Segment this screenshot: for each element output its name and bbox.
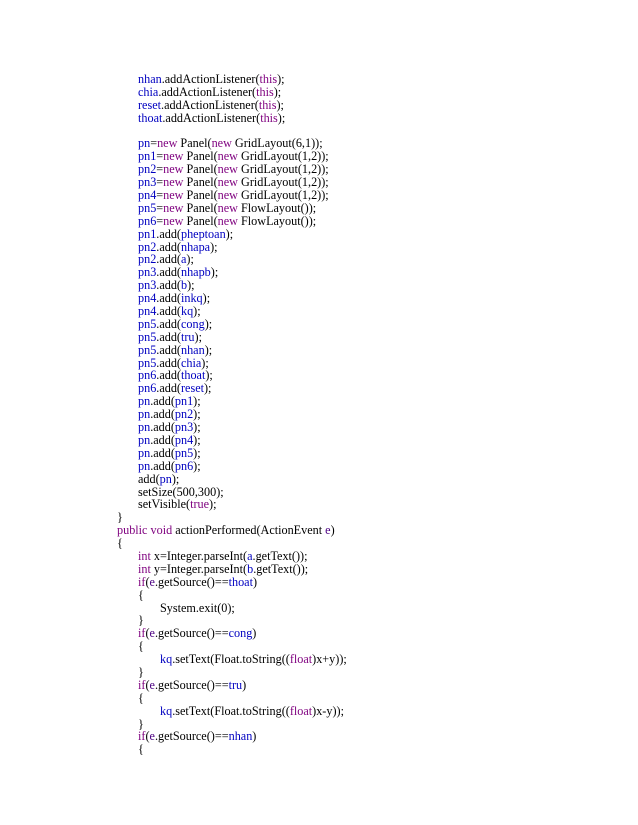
code-token: if — [138, 574, 146, 589]
code-token: .getSource()== — [154, 677, 229, 692]
code-token: ) — [330, 523, 335, 538]
code-token: float — [289, 703, 313, 718]
code-token: setVisible( — [138, 497, 191, 512]
code-token: new — [211, 136, 232, 151]
code-token: pn2 — [138, 252, 157, 267]
code-token: y=Integer.parseInt( — [150, 561, 248, 576]
code-token: )x-y)); — [312, 703, 344, 718]
code-token: System.exit(0); — [160, 600, 235, 615]
code-token: if — [138, 729, 146, 744]
code-token: reset — [180, 381, 204, 396]
code-token: void — [150, 523, 173, 538]
code-token: e — [149, 574, 155, 589]
code-token: ); — [193, 458, 201, 473]
code-line — [0, 395, 638, 408]
code-token: nhan — [138, 72, 162, 86]
code-token: .getSource()== — [154, 626, 229, 641]
code-token: .add( — [150, 432, 175, 447]
code-token: b — [180, 278, 188, 293]
code-token: .add( — [156, 226, 181, 241]
code-token: pheptoan — [180, 226, 226, 241]
code-token: nhan — [228, 729, 253, 744]
code-token: .addActionListener( — [161, 97, 259, 112]
code-token: pn — [138, 136, 151, 151]
code-token: chia — [138, 84, 159, 99]
code-token: new — [157, 136, 178, 151]
code-token: new — [163, 188, 184, 203]
code-line — [0, 382, 638, 395]
code-token: .addActionListener( — [162, 110, 261, 125]
code-line — [0, 447, 638, 460]
code-token: ); — [201, 355, 209, 370]
code-line — [0, 614, 638, 627]
code-token: .addActionListener( — [158, 84, 257, 99]
code-line — [0, 705, 638, 718]
code-token: pn — [138, 407, 151, 422]
code-token: Panel( — [183, 188, 218, 203]
code-token: pn5 — [138, 200, 157, 215]
code-token: Panel( — [183, 175, 218, 190]
code-token: pn3 — [138, 265, 157, 280]
code-line — [0, 408, 638, 421]
code-token: ); — [193, 420, 201, 435]
code-token: ); — [210, 265, 219, 280]
code-line — [0, 563, 638, 576]
code-token: this — [258, 97, 277, 112]
code-token: .add( — [156, 265, 181, 280]
code-token: .getText()); — [253, 561, 309, 576]
code-token: .add( — [156, 252, 181, 267]
code-token: ); — [204, 381, 212, 396]
code-line — [0, 228, 638, 241]
code-token: nhan — [180, 342, 205, 357]
code-token: GridLayout(6,1)); — [231, 136, 323, 151]
code-token: ) — [242, 677, 247, 692]
code-token: ) — [252, 729, 257, 744]
code-token: .add( — [156, 278, 181, 293]
code-token: pn5 — [138, 316, 157, 331]
code-token: = — [156, 200, 164, 215]
code-token: int — [138, 561, 151, 576]
code-token: .add( — [150, 394, 175, 409]
code-token: e — [149, 626, 155, 641]
code-token: float — [289, 652, 313, 667]
code-token: pn4 — [138, 304, 157, 319]
code-token: .add( — [156, 291, 181, 306]
code-token: .add( — [150, 445, 175, 460]
code-line — [0, 653, 638, 666]
code-token: ); — [202, 291, 211, 306]
code-token: .add( — [156, 239, 181, 254]
code-line — [0, 266, 638, 279]
code-token: ); — [273, 84, 282, 99]
code-token: ); — [171, 471, 180, 486]
code-line — [0, 99, 638, 112]
code-token: if — [138, 677, 146, 692]
code-token: .add( — [156, 316, 181, 331]
code-token: ); — [210, 239, 218, 254]
code-token: = — [156, 149, 164, 164]
code-token: pn5 — [138, 329, 157, 344]
code-line — [0, 331, 638, 344]
code-token: .add( — [150, 458, 175, 473]
code-token: pn5 — [138, 342, 157, 357]
code-token: { — [138, 742, 144, 757]
code-token: setSize(500,300); — [138, 484, 224, 499]
code-token: ) — [252, 574, 258, 589]
code-line — [0, 666, 638, 679]
code-token: FlowLayout()); — [237, 200, 317, 215]
code-token: e — [149, 677, 155, 692]
code-token: new — [217, 188, 238, 203]
code-line — [0, 189, 638, 202]
code-token: ); — [186, 252, 194, 267]
code-token: new — [217, 162, 238, 177]
code-line — [0, 486, 638, 499]
code-token: this — [260, 110, 278, 125]
code-token: thoat — [138, 110, 163, 125]
code-line — [0, 743, 638, 756]
code-token: .add( — [156, 368, 181, 383]
code-token: nhapa — [180, 239, 211, 254]
code-token: ); — [194, 329, 202, 344]
code-line — [0, 627, 638, 640]
code-line — [0, 679, 638, 692]
code-token: this — [256, 84, 274, 99]
code-token: ); — [205, 368, 213, 383]
code-line — [0, 318, 638, 331]
code-token: ); — [193, 432, 201, 447]
code-token: pn4 — [138, 291, 157, 306]
code-token: cong — [228, 626, 253, 641]
code-token: kq — [160, 703, 173, 718]
code-token: pn2 — [174, 407, 194, 422]
code-token: pn — [138, 445, 151, 460]
code-token: thoat — [180, 368, 206, 383]
code-token: Panel( — [183, 200, 218, 215]
code-token: .add( — [156, 329, 181, 344]
code-token: nhapb — [180, 265, 211, 280]
code-token: ); — [193, 445, 201, 460]
code-line — [0, 292, 638, 305]
code-token: { — [138, 690, 144, 705]
code-line — [0, 576, 638, 589]
code-token: = — [156, 213, 164, 228]
code-token: .getText()); — [252, 548, 308, 563]
code-line — [0, 498, 638, 511]
code-token: e — [325, 523, 331, 538]
code-token: } — [138, 613, 144, 628]
code-token: ); — [193, 304, 201, 319]
code-token: Panel( — [183, 213, 218, 228]
code-line — [0, 550, 638, 563]
code-token: ); — [204, 342, 213, 357]
code-token: ); — [193, 407, 201, 422]
code-token: inkq — [180, 291, 203, 306]
code-line — [0, 344, 638, 357]
code-token: = — [150, 136, 158, 151]
code-token: ); — [187, 278, 195, 293]
code-token: a — [247, 548, 253, 563]
code-token: ( — [145, 574, 150, 589]
code-token: .setText(Float.toString(( — [172, 703, 290, 718]
code-token: Panel( — [183, 149, 218, 164]
code-token: ); — [276, 97, 284, 112]
code-token: new — [163, 213, 184, 228]
code-token: this — [259, 72, 278, 86]
code-line — [0, 524, 638, 537]
code-token: pn6 — [138, 381, 157, 396]
code-token: ); — [204, 316, 213, 331]
code-token: pn3 — [138, 175, 157, 190]
code-token: } — [138, 664, 144, 679]
code-token: .getSource()== — [154, 574, 229, 589]
code-token: e — [149, 729, 155, 744]
code-token: tru — [228, 677, 243, 692]
code-token: cong — [180, 316, 205, 331]
code-token: .add( — [156, 381, 181, 396]
code-token: new — [217, 200, 238, 215]
code-line — [0, 537, 638, 550]
code-token: pn1 — [174, 394, 194, 409]
code-line — [0, 241, 638, 254]
code-token: ); — [277, 110, 286, 125]
code-token: .add( — [150, 420, 175, 435]
code-line — [0, 215, 638, 228]
code-token: pn1 — [138, 149, 157, 164]
code-token: pn — [138, 432, 151, 447]
code-token: pn4 — [174, 432, 194, 447]
code-token: pn2 — [138, 239, 157, 254]
code-token: new — [217, 175, 238, 190]
code-token: reset — [138, 97, 162, 112]
code-token: pn4 — [138, 188, 157, 203]
code-token: } — [138, 716, 144, 731]
code-token: tru — [180, 329, 195, 344]
code-line — [0, 369, 638, 382]
code-line — [0, 718, 638, 731]
code-token: .setText(Float.toString(( — [172, 652, 290, 667]
code-token: pn6 — [174, 458, 194, 473]
code-line — [0, 602, 638, 615]
code-line — [0, 434, 638, 447]
code-line — [0, 421, 638, 434]
code-token: = — [156, 188, 164, 203]
code-token: new — [163, 175, 184, 190]
code-token: ( — [145, 626, 150, 641]
code-token: GridLayout(1,2)); — [237, 175, 329, 190]
code-token: new — [217, 213, 238, 228]
code-token: ( — [145, 677, 150, 692]
code-line — [0, 253, 638, 266]
code-token: pn — [138, 458, 151, 473]
code-token: ); — [277, 72, 285, 86]
code-token: = — [156, 162, 164, 177]
code-token: pn — [138, 420, 151, 435]
code-line — [0, 279, 638, 292]
code-token: GridLayout(1,2)); — [237, 162, 329, 177]
code-token: pn5 — [174, 445, 194, 460]
code-token: } — [117, 510, 123, 525]
code-token: chia — [180, 355, 202, 370]
code-token: new — [163, 149, 184, 164]
code-token: b — [247, 561, 254, 576]
code-token: ) — [252, 626, 257, 641]
code-token: .add( — [150, 407, 175, 422]
code-token: if — [138, 626, 146, 641]
code-line — [0, 73, 638, 86]
code-token: true — [190, 497, 210, 512]
code-line — [0, 589, 638, 602]
code-token: .addActionListener( — [161, 72, 260, 86]
code-token: a — [180, 252, 187, 267]
code-token: x=Integer.parseInt( — [150, 548, 248, 563]
code-token: { — [117, 536, 123, 551]
code-token: ); — [225, 226, 234, 241]
code-token: .add( — [156, 342, 181, 357]
code-block — [0, 73, 638, 756]
code-token: FlowLayout()); — [237, 213, 317, 228]
code-token: pn3 — [174, 420, 194, 435]
code-token: .getSource()== — [154, 729, 229, 744]
code-token: GridLayout(1,2)); — [237, 188, 329, 203]
code-token: pn6 — [138, 368, 157, 383]
code-token: kq — [160, 652, 173, 667]
code-token: .add( — [156, 304, 181, 319]
code-token: int — [138, 548, 151, 563]
code-token: = — [156, 175, 164, 190]
code-line — [0, 86, 638, 99]
code-token: kq — [180, 304, 194, 319]
code-token: pn1 — [138, 226, 157, 241]
code-token: pn — [159, 471, 172, 486]
code-token: actionPerformed(ActionEvent — [172, 523, 326, 538]
code-token: ); — [193, 394, 201, 409]
code-token: { — [138, 587, 144, 602]
code-line — [0, 730, 638, 743]
code-token: pn2 — [138, 162, 157, 177]
code-token: Panel( — [183, 162, 218, 177]
code-line — [0, 112, 638, 125]
code-token: GridLayout(1,2)); — [237, 149, 329, 164]
code-token: pn6 — [138, 213, 157, 228]
code-line — [0, 202, 638, 215]
code-line — [0, 460, 638, 473]
code-token: Panel( — [177, 136, 212, 151]
code-token: new — [163, 162, 184, 177]
code-token: new — [217, 149, 238, 164]
code-line — [0, 473, 638, 486]
code-token: ); — [209, 497, 217, 512]
code-token: .add( — [156, 355, 181, 370]
code-token: { — [138, 639, 144, 654]
code-token: add( — [138, 471, 160, 486]
code-token: thoat — [228, 574, 253, 589]
code-token: public — [117, 523, 148, 538]
code-line — [0, 357, 638, 370]
code-token: pn — [138, 394, 151, 409]
code-token: )x+y)); — [312, 652, 347, 667]
code-token: pn5 — [138, 355, 157, 370]
code-token: pn3 — [138, 278, 157, 293]
code-line — [0, 305, 638, 318]
code-token: new — [163, 200, 184, 215]
code-token: ( — [145, 729, 150, 744]
